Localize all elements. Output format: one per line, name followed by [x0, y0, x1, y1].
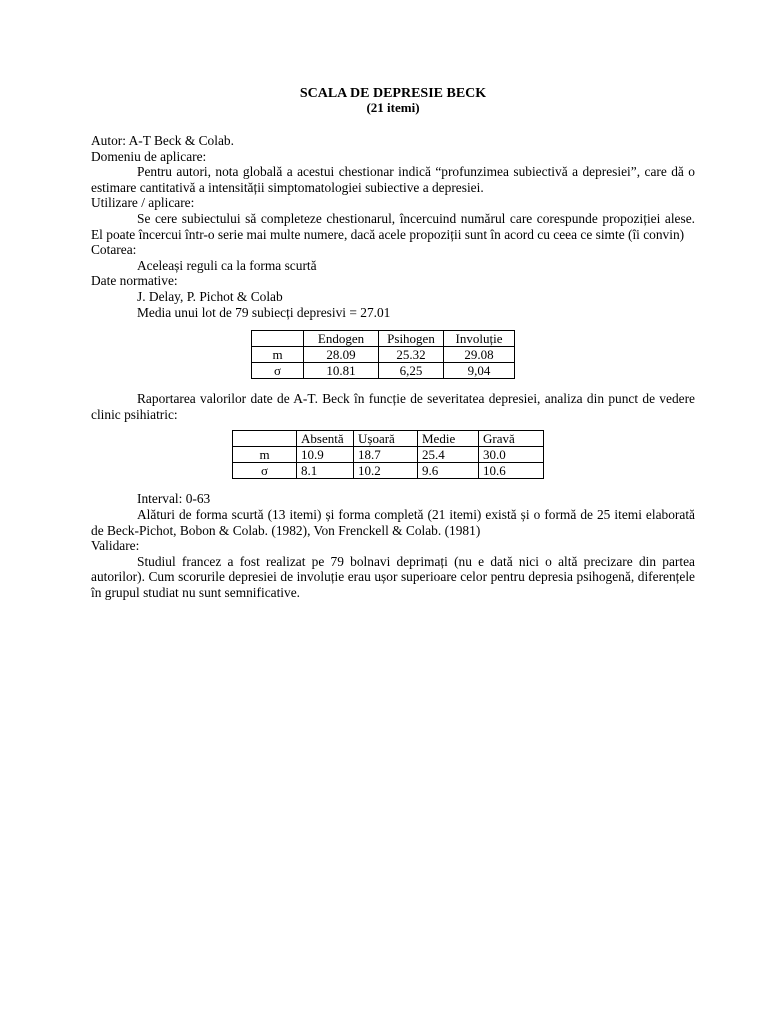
table-cell: 28.09 [304, 347, 379, 363]
table-cell: 29.08 [444, 347, 515, 363]
raportare-paragraph: Raportarea valorilor date de A-T. Beck în funcție de severitatea depresiei, analiza din punct de vedere clinic psihiatric: [91, 391, 695, 422]
table-row [252, 347, 515, 363]
table-cell [233, 431, 297, 447]
table-cell: 9.6 [418, 463, 479, 479]
table-header-cell: Ușoară [354, 431, 418, 447]
validare-heading: Validare: [91, 538, 140, 554]
domeniu-heading: Domeniu de aplicare: [91, 148, 207, 164]
table-cell: 8.1 [297, 463, 354, 479]
severity-table [232, 430, 544, 479]
document-subtitle: (21 itemi) [366, 100, 420, 115]
utilizare-paragraph: Se cere subiectului să completeze chestionarul, încercuind numărul care corespunde propoziției alese. El poate încercui într-o serie mai multe numere, dacă acele propoziții sunt în acord cu ceea ce simte (îi convin) [91, 210, 695, 242]
date-normative-media: Media unui lot de 79 subiecți depresivi = 27.01 [137, 304, 391, 320]
table-cell: 6,25 [379, 363, 444, 379]
table-cell: 25.32 [379, 347, 444, 363]
table-header-cell: Gravă [479, 431, 544, 447]
table-row-label: σ [233, 463, 297, 479]
table-header-cell: Psihogen [379, 331, 444, 347]
alaturi-paragraph: Alături de forma scurtă (13 itemi) și forma completă (21 itemi) există și o formă de 25 itemi elaborată de Beck-Pichot, Bobon & Colab. (1982), Von Frenckell & Colab. (1981) [91, 506, 695, 538]
table-cell: 10.81 [304, 363, 379, 379]
table-cell [252, 331, 304, 347]
table-cell: 10.6 [479, 463, 544, 479]
document-title: SCALA DE DEPRESIE BECK [299, 86, 487, 101]
table-row [252, 331, 515, 347]
table-row-label: m [233, 447, 297, 463]
interval-line: Interval: 0-63 [137, 491, 211, 507]
table-row [233, 431, 544, 447]
table-row-label: σ [252, 363, 304, 379]
date-normative-authors: J. Delay, P. Pichot & Colab [137, 288, 283, 304]
document-content [91, 86, 695, 600]
table-header-cell: Involuție [444, 331, 515, 347]
autor-line: Autor: A-T Beck & Colab. [91, 133, 234, 148]
cotarea-paragraph: Aceleași reguli ca la forma scurtă [137, 257, 317, 273]
table-cell: 10.2 [354, 463, 418, 479]
cotarea-heading: Cotarea: [91, 242, 137, 258]
table-cell: 9,04 [444, 363, 515, 379]
table-cell: 30.0 [479, 447, 544, 463]
domeniu-paragraph: Pentru autori, nota globală a acestui chestionar indică “profunzimea subiectivă a depresiei”, care dă o estimare cantitativă a intensității simptomatologiei subiective a depresiei. [91, 164, 695, 195]
validare-paragraph: Studiul francez a fost realizat pe 79 bolnavi deprimați (nu e dată nici o altă precizare din partea autorilor). Cum scorurile depresiei de involuție erau ușor superioare celor pentru depresia psihogenă, diferențele în grupul studiat nu sunt semnificative. [91, 553, 695, 600]
utilizare-heading: Utilizare / aplicare: [91, 195, 195, 211]
spacer [91, 479, 695, 491]
table-row [233, 463, 544, 479]
endogen-psihogen-table [251, 330, 515, 379]
table-header-cell: Medie [418, 431, 479, 447]
table-row-label: m [252, 347, 304, 363]
table-cell: 25.4 [418, 447, 479, 463]
table-cell: 10.9 [297, 447, 354, 463]
spacer [91, 379, 695, 391]
table-row [252, 363, 515, 379]
table-header-cell: Endogen [304, 331, 379, 347]
date-normative-heading: Date normative: [91, 273, 178, 289]
table-cell: 18.7 [354, 447, 418, 463]
table-row [233, 447, 544, 463]
table-header-cell: Absentă [297, 431, 354, 447]
